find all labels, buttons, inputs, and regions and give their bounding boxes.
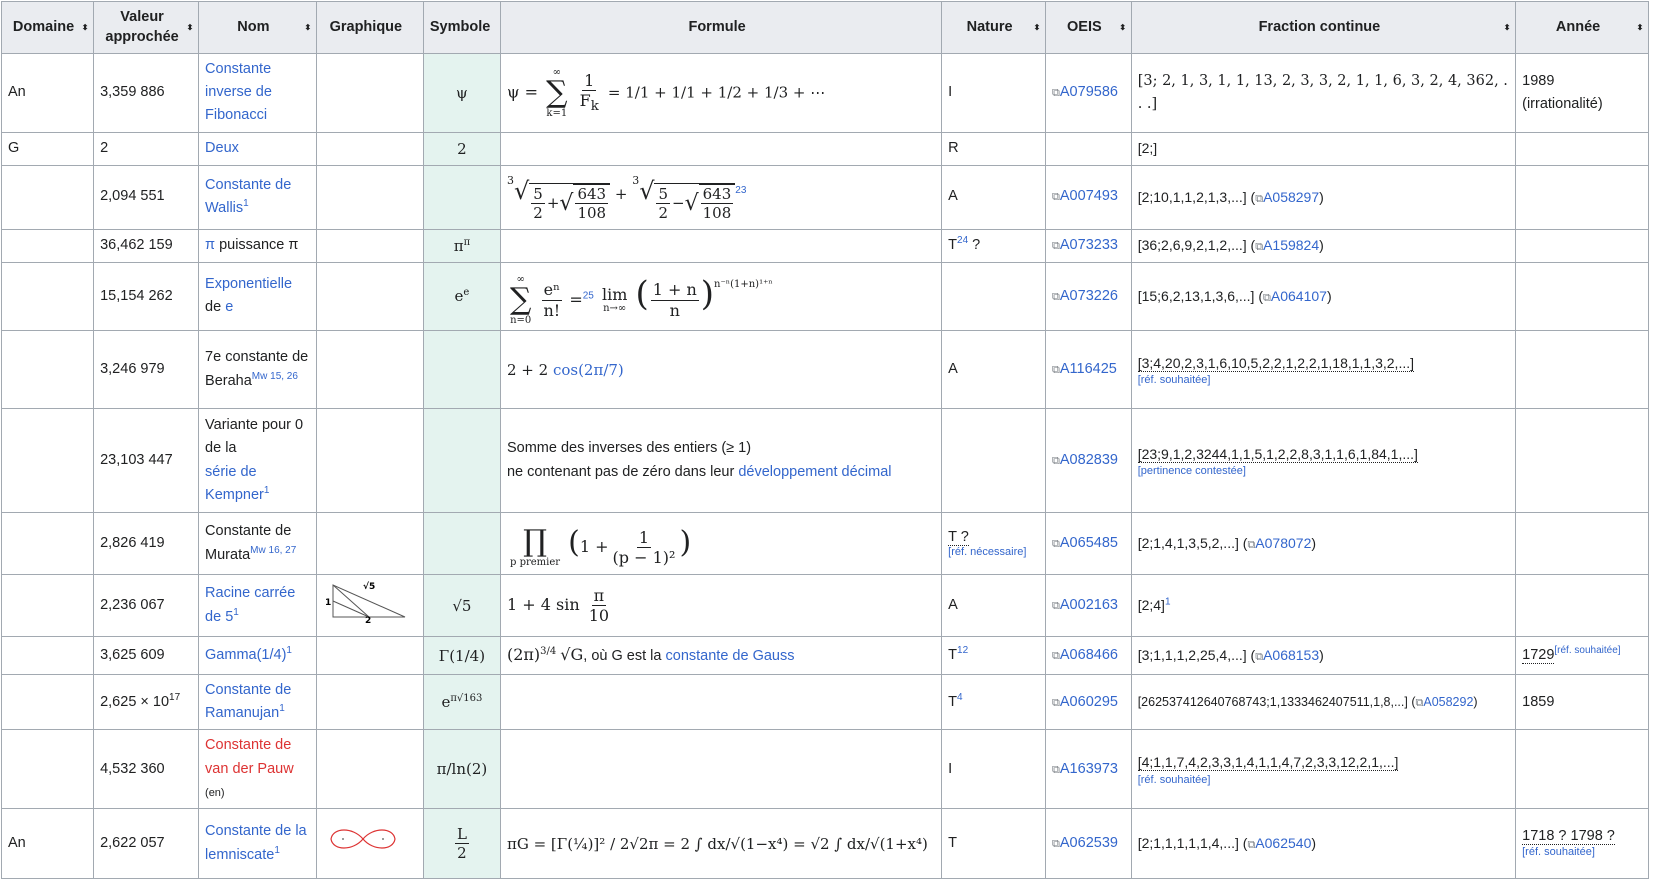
external-link-icon: ⧉ (1255, 192, 1264, 205)
cell-graphique (316, 409, 423, 513)
cell-domaine (2, 409, 94, 513)
cos-link[interactable]: cos(2π/7) (552, 360, 624, 379)
cell-formule (500, 132, 941, 165)
external-link-icon: ⧉ (1052, 599, 1060, 612)
external-link-icon: ⧉ (1052, 837, 1060, 850)
cell-graphique (316, 331, 423, 409)
table-row (2, 165, 1649, 229)
cell-graphique (316, 637, 423, 675)
cell-nom (199, 54, 317, 133)
constant-link[interactable]: Deux (205, 139, 239, 156)
header-domaine[interactable]: Domaine ⬍ (2, 2, 94, 54)
citation-needed-tag[interactable]: [réf. souhaitée] (1137, 773, 1211, 786)
constant-link[interactable]: Constante de Wallis (205, 176, 292, 217)
oeis-link[interactable]: A068153 (1263, 647, 1320, 664)
cell-domaine (2, 730, 94, 809)
missing-article-link[interactable]: Constante de van der Pauw (205, 737, 294, 777)
pi-link[interactable]: π (205, 236, 216, 253)
table-row (2, 675, 1649, 730)
cell-valeur: 2,826 419 (94, 513, 199, 575)
external-link-icon: ⧉ (1052, 649, 1060, 662)
oeis-link[interactable]: A082839 (1059, 451, 1118, 468)
label-one: 1 (324, 598, 332, 609)
header-nature[interactable]: Nature ⬍ (942, 2, 1046, 54)
cell-oeis (1046, 575, 1132, 637)
cell-graphique (316, 54, 423, 133)
reference-link[interactable]: 12 (957, 645, 969, 657)
product-operator: ∏ p premier (509, 524, 561, 569)
oeis-link[interactable]: A062539 (1059, 834, 1118, 851)
cell-oeis (1046, 54, 1132, 133)
reference-link[interactable]: 1 (274, 844, 280, 856)
reference-link[interactable]: 1 (263, 484, 270, 496)
external-link-icon: ⧉ (1052, 363, 1060, 376)
cell-symbole (423, 409, 500, 513)
reference-link[interactable]: Mw 15, 26 (251, 370, 298, 382)
table-row (2, 229, 1649, 262)
oeis-link[interactable]: A064107 (1270, 288, 1327, 305)
cell-annee: 1718 ? 1798 ? [réf. souhaitée] (1516, 809, 1649, 879)
constant-link[interactable]: Constante inverse de Fibonacci (205, 61, 272, 124)
cell-annee (1516, 229, 1649, 262)
citation-needed-tag[interactable]: [réf. souhaitée] (1137, 374, 1211, 387)
cell-nom (199, 637, 317, 675)
cell-domaine (2, 637, 94, 675)
cell-valeur: 23,103 447 (94, 409, 199, 513)
cell-valeur: 36,462 159 (94, 229, 199, 262)
label-sqrt5: √5 (362, 582, 376, 593)
cell-symbole (423, 513, 500, 575)
cell-formule: ψ = ∞ ∑ k=1 $\frac{1}{F_k}$ = 1/1 + 1/1 + 1/2 + 1/3 + ⋯ (500, 54, 941, 133)
external-link-icon: ⧉ (1052, 696, 1060, 709)
cell-nom: Exponentielle de e (199, 262, 317, 331)
decimal-expansion-link[interactable]: développement décimal (738, 463, 892, 480)
cell-nature (942, 262, 1046, 331)
cell-annee (1516, 575, 1649, 637)
cell-symbole (423, 331, 500, 409)
cell-fraction: [3; 2, 1, 3, 1, 1, 13, 2, 3, 3, 2, 1, 1, 6, 3, 2, 4, 362, . . .] (1131, 54, 1515, 133)
cell-oeis (1046, 229, 1132, 262)
cell-annee (1516, 331, 1649, 409)
cell-graphique (316, 229, 423, 262)
cell-formule (500, 229, 941, 262)
lang-en-link[interactable]: (en) (205, 786, 225, 799)
oeis-link[interactable]: A073226 (1059, 287, 1118, 304)
cell-oeis (1046, 409, 1132, 513)
reference-link[interactable]: 23 (735, 184, 747, 196)
cell-domaine (2, 675, 94, 730)
cell-symbole: $e^{\pi√163}$ (423, 675, 500, 730)
table-row (2, 132, 1649, 165)
cell-annee: 1859 (1516, 675, 1649, 730)
sum-operator: ∞ ∑ k=1 (546, 66, 568, 119)
header-formule: Formule (500, 2, 941, 54)
cell-oeis (1046, 809, 1132, 879)
cell-valeur: 2,622 057 (94, 809, 199, 879)
cell-nom (199, 132, 317, 165)
cell-fraction: [262537412640768743;1,1333462407511,1,8,...] (⧉A058292) (1131, 675, 1515, 730)
cell-formule (500, 730, 941, 809)
constant-link[interactable]: Constante de Ramanujan (205, 682, 292, 722)
external-link-icon: ⧉ (1052, 454, 1060, 467)
kempner-link[interactable]: série de Kempner (205, 463, 264, 503)
header-row (2, 2, 1649, 54)
constant-link[interactable]: Exponentielle (205, 276, 293, 293)
cell-domaine (2, 575, 94, 637)
external-link-icon: ⧉ (1255, 651, 1264, 664)
cell-oeis (1046, 331, 1132, 409)
gauss-constant-link[interactable]: constante de Gauss (665, 648, 795, 665)
cell-oeis (1046, 730, 1132, 809)
sum-operator: ∞ ∑ n=0 (509, 274, 532, 327)
cell-fraction: [2;] (1131, 132, 1515, 165)
cell-valeur: 3,246 979 (94, 331, 199, 409)
sort-icon[interactable]: ⬍ (1119, 22, 1127, 32)
cell-nom: 7e constante de Beraha$^{Mw 15, 26}$ (199, 331, 317, 409)
cell-symbole: π/ln(2) (423, 730, 500, 809)
cell-annee (1516, 262, 1649, 331)
cell-nature: T (942, 809, 1046, 879)
cell-nature: A (942, 331, 1046, 409)
table-row (2, 637, 1649, 675)
external-link-icon: ⧉ (1052, 290, 1060, 303)
cell-nom: π puissance π (199, 229, 317, 262)
cell-nom (199, 809, 317, 879)
cell-domaine: An (2, 54, 94, 133)
cell-valeur: 3,625 609 (94, 637, 199, 675)
table-row (2, 262, 1649, 331)
external-link-icon: ⧉ (1052, 537, 1060, 550)
table-row (2, 809, 1649, 879)
header-fraction[interactable]: Fraction continue ⬍ (1131, 2, 1515, 54)
cell-oeis (1046, 637, 1132, 675)
sort-icon[interactable]: ⬍ (1503, 22, 1511, 32)
cell-domaine: G (2, 132, 94, 165)
cell-oeis (1046, 262, 1132, 331)
header-annee[interactable]: Année ⬍ (1516, 2, 1649, 54)
cell-nature: A (942, 165, 1046, 229)
cell-nom: Variante pour 0 de la série de Kempner$^1$ (199, 409, 317, 513)
external-link-icon: ⧉ (1255, 241, 1264, 254)
reference-link[interactable]: 4 (957, 691, 963, 703)
header-valeur[interactable]: Valeur approchée ⬍ (94, 2, 199, 54)
cell-graphique (316, 809, 423, 879)
constant-link[interactable]: Gamma(1/4) (205, 646, 287, 663)
cell-valeur: $2,625 \times 10^{17}$ (94, 675, 199, 730)
cell-fraction: [2;10,1,1,2,1,3,...] (⧉A058297) (1131, 165, 1515, 229)
cell-formule: 1 + 4 sin $\frac{\pi}{10}$ (500, 575, 941, 637)
cell-annee (1516, 730, 1649, 809)
table-row (2, 575, 1649, 637)
header-symbole: Symbole (423, 2, 500, 54)
cell-fraction: [2;1,4,1,3,5,2,...] (⧉A078072) (1131, 513, 1515, 575)
sort-icon[interactable]: ⬍ (1033, 22, 1041, 32)
label-two: 2 (364, 616, 372, 624)
cell-symbole: $e^e$ (423, 262, 500, 331)
cell-fraction: [2;4]$^1$ (1131, 575, 1515, 637)
cell-symbole: 2 (423, 132, 500, 165)
cell-oeis (1046, 132, 1132, 165)
sort-icon[interactable]: ⬍ (81, 22, 89, 32)
cell-graphique (316, 730, 423, 809)
oeis-link[interactable]: A060295 (1059, 693, 1118, 710)
cell-fraction: [15;6,2,13,1,3,6,...] (⧉A064107) (1131, 262, 1515, 331)
oeis-link[interactable]: A073233 (1059, 236, 1118, 253)
constant-link[interactable]: Racine carrée de 5 (205, 585, 296, 625)
cell-fraction: [2;1,1,1,1,1,4,...] (⧉A062540) (1131, 809, 1515, 879)
table-row (2, 513, 1649, 575)
cell-nature (942, 409, 1046, 513)
cell-symbole: ψ (423, 54, 500, 133)
constant-link[interactable]: Constante de la lemniscate (205, 823, 307, 863)
e-link[interactable]: e (225, 299, 234, 316)
cell-fraction: [4;1,1,7,4,2,3,3,1,4,1,1,4,7,2,3,3,12,2,1,...] [réf. souhaitée] (1131, 730, 1515, 809)
reference-link[interactable]: Mw 16, 27 (250, 544, 297, 556)
cell-nom (199, 575, 317, 637)
cell-nature: T ? [réf. nécessaire] (942, 513, 1046, 575)
cell-domaine (2, 331, 94, 409)
cell-annee: 1989 (irrationalité) (1516, 54, 1649, 133)
cell-nom (199, 730, 317, 809)
table-row (2, 409, 1649, 513)
oeis-link[interactable]: A079586 (1059, 84, 1118, 101)
external-link-icon: ⧉ (1263, 292, 1271, 305)
reference-link[interactable]: 1 (286, 645, 292, 657)
cell-nom (199, 675, 317, 730)
cell-symbole: Γ(1/4) (423, 637, 500, 675)
external-link-icon: ⧉ (1415, 696, 1424, 709)
cell-valeur: 3,359 886 (94, 54, 199, 133)
cell-nature: I (942, 54, 1046, 133)
external-link-icon: ⧉ (1052, 763, 1060, 776)
header-oeis[interactable]: OEIS ⬍ (1046, 2, 1132, 54)
cell-annee (1516, 513, 1649, 575)
oeis-link[interactable]: A116425 (1059, 360, 1117, 377)
oeis-link[interactable]: A159824 (1263, 237, 1320, 254)
sort-icon[interactable]: ⬍ (186, 22, 194, 32)
external-link-icon: ⧉ (1052, 191, 1060, 204)
cell-fraction: [3;4,20,2,3,1,6,10,5,2,2,1,2,2,1,18,1,1,3,2,...] [réf. souhaitée] (1131, 331, 1515, 409)
table-row (2, 730, 1649, 809)
disputed-tag[interactable]: [pertinence contestée] (1137, 465, 1246, 478)
table-row (2, 331, 1649, 409)
oeis-link[interactable]: A068466 (1059, 646, 1118, 663)
reference-link[interactable]: 25 (582, 290, 594, 302)
cell-oeis (1046, 513, 1132, 575)
reference-link[interactable]: 1 (1164, 596, 1171, 608)
cell-annee (1516, 165, 1649, 229)
cell-fraction: [23;9,1,2,3244,1,1,5,1,2,2,8,3,1,1,6,1,84,1,...] [pertinence contestée] (1131, 409, 1515, 513)
cell-graphique (316, 165, 423, 229)
cell-symbole: $\frac{L}{2}$ (423, 809, 500, 879)
external-link-icon: ⧉ (1052, 239, 1060, 252)
cell-annee: 1729[réf. souhaitée] (1516, 637, 1649, 675)
oeis-link[interactable]: A163973 (1059, 760, 1118, 777)
cell-annee (1516, 132, 1649, 165)
cell-graphique (316, 675, 423, 730)
cell-formule: Somme des inverses des entiers (≥ 1) ne contenant pas de zéro dans leur développement décimal (500, 409, 941, 513)
cell-oeis (1046, 165, 1132, 229)
cell-fraction: [3;1,1,1,2,25,4,...] (⧉A068153) (1131, 637, 1515, 675)
reference-link[interactable]: 1 (243, 198, 249, 210)
table-row (2, 54, 1649, 133)
cell-graphique (316, 132, 423, 165)
cell-valeur: 15,154 262 (94, 262, 199, 331)
oeis-link[interactable]: A058292 (1423, 694, 1474, 709)
cell-formule: πG = [Γ(¼)]² / 2√2π = 2 ∫ dx/√(1−x⁴) = √2 ∫ dx/√(1+x⁴) (500, 809, 941, 879)
cell-graphique (316, 513, 423, 575)
header-nom[interactable]: Nom ⬍ (199, 2, 317, 54)
cell-formule: 2 + 2 cos(2π/7) (500, 331, 941, 409)
oeis-link[interactable]: A078072 (1255, 535, 1312, 552)
oeis-link[interactable]: A062540 (1255, 835, 1312, 852)
header-graphique: Graphique (316, 2, 423, 54)
cell-valeur: 2 (94, 132, 199, 165)
cell-nature: R (942, 132, 1046, 165)
cell-oeis (1046, 675, 1132, 730)
cell-domaine: An (2, 809, 94, 879)
cell-valeur: 2,094 551 (94, 165, 199, 229)
cell-formule: ∞ ∑ n=0 $\frac{\text{eⁿ}}{n!}$ =$^{25}$ lim n→∞ ( $\frac{1 + n}{n}$ )$^{n^{-n}(1+n)^{1+n}}$ (500, 262, 941, 331)
cell-formule (500, 675, 941, 730)
cell-symbole: $\pi^\pi$ (423, 229, 500, 262)
external-link-icon: ⧉ (1247, 539, 1256, 552)
oeis-link[interactable]: A058297 (1263, 188, 1320, 205)
cell-nature: A (942, 575, 1046, 637)
cell-domaine (2, 513, 94, 575)
cell-nom: Constante de Murata$^{Mw 16, 27}$ (199, 513, 317, 575)
cell-domaine (2, 262, 94, 331)
citation-needed-tag[interactable]: [réf. souhaitée] (1522, 846, 1595, 859)
cell-annee (1516, 409, 1649, 513)
cell-nature: $T^{12}$ (942, 637, 1046, 675)
lemniscate-diagram (323, 821, 403, 857)
cell-formule: $^3$√ $\frac{5}{2}$ + √ $\frac{643}{108}$ + $^3$√ $\frac{5}{2}$ − √ $\frac{643}{108}$ $^{23}$ (500, 165, 941, 229)
sort-icon[interactable]: ⬍ (1636, 22, 1644, 32)
cell-formule: $(2\pi)^{3/4}$ √G, où G est la constante de Gauss (500, 637, 941, 675)
cell-symbole (423, 165, 500, 229)
cell-nature: I (942, 730, 1046, 809)
sort-icon[interactable]: ⬍ (304, 22, 312, 32)
reference-link[interactable]: 24 (957, 235, 969, 247)
citation-needed-tag[interactable]: [réf. souhaitée] (1554, 645, 1621, 657)
cell-nom (199, 165, 317, 229)
external-link-icon: ⧉ (1052, 87, 1060, 100)
citation-needed-tag[interactable]: [réf. nécessaire] (948, 546, 1027, 559)
cell-graphique (316, 262, 423, 331)
cell-valeur: 2,236 067 (94, 575, 199, 637)
cell-fraction: [36;2,6,9,2,1,2,...] (⧉A159824) (1131, 229, 1515, 262)
cell-nature: $T^4$ (942, 675, 1046, 730)
cell-nature: $T^{24}$ ? (942, 229, 1046, 262)
cell-graphique (316, 575, 423, 637)
cell-domaine (2, 229, 94, 262)
oeis-link[interactable]: A002163 (1059, 596, 1118, 613)
constants-table (1, 1, 1649, 879)
cell-domaine (2, 165, 94, 229)
oeis-link[interactable]: A065485 (1059, 534, 1118, 551)
cell-formule: ∏ p premier (1 + $\frac{1}{\text{(p − 1)²}}$ ) (500, 513, 941, 575)
oeis-link[interactable]: A007493 (1059, 188, 1118, 205)
external-link-icon: ⧉ (1247, 839, 1256, 852)
cell-symbole: √5 (423, 575, 500, 637)
triangle-diagram (323, 579, 409, 623)
reference-link[interactable]: 1 (233, 606, 239, 618)
cell-valeur: 4,532 360 (94, 730, 199, 809)
reference-link[interactable]: 1 (279, 703, 285, 715)
